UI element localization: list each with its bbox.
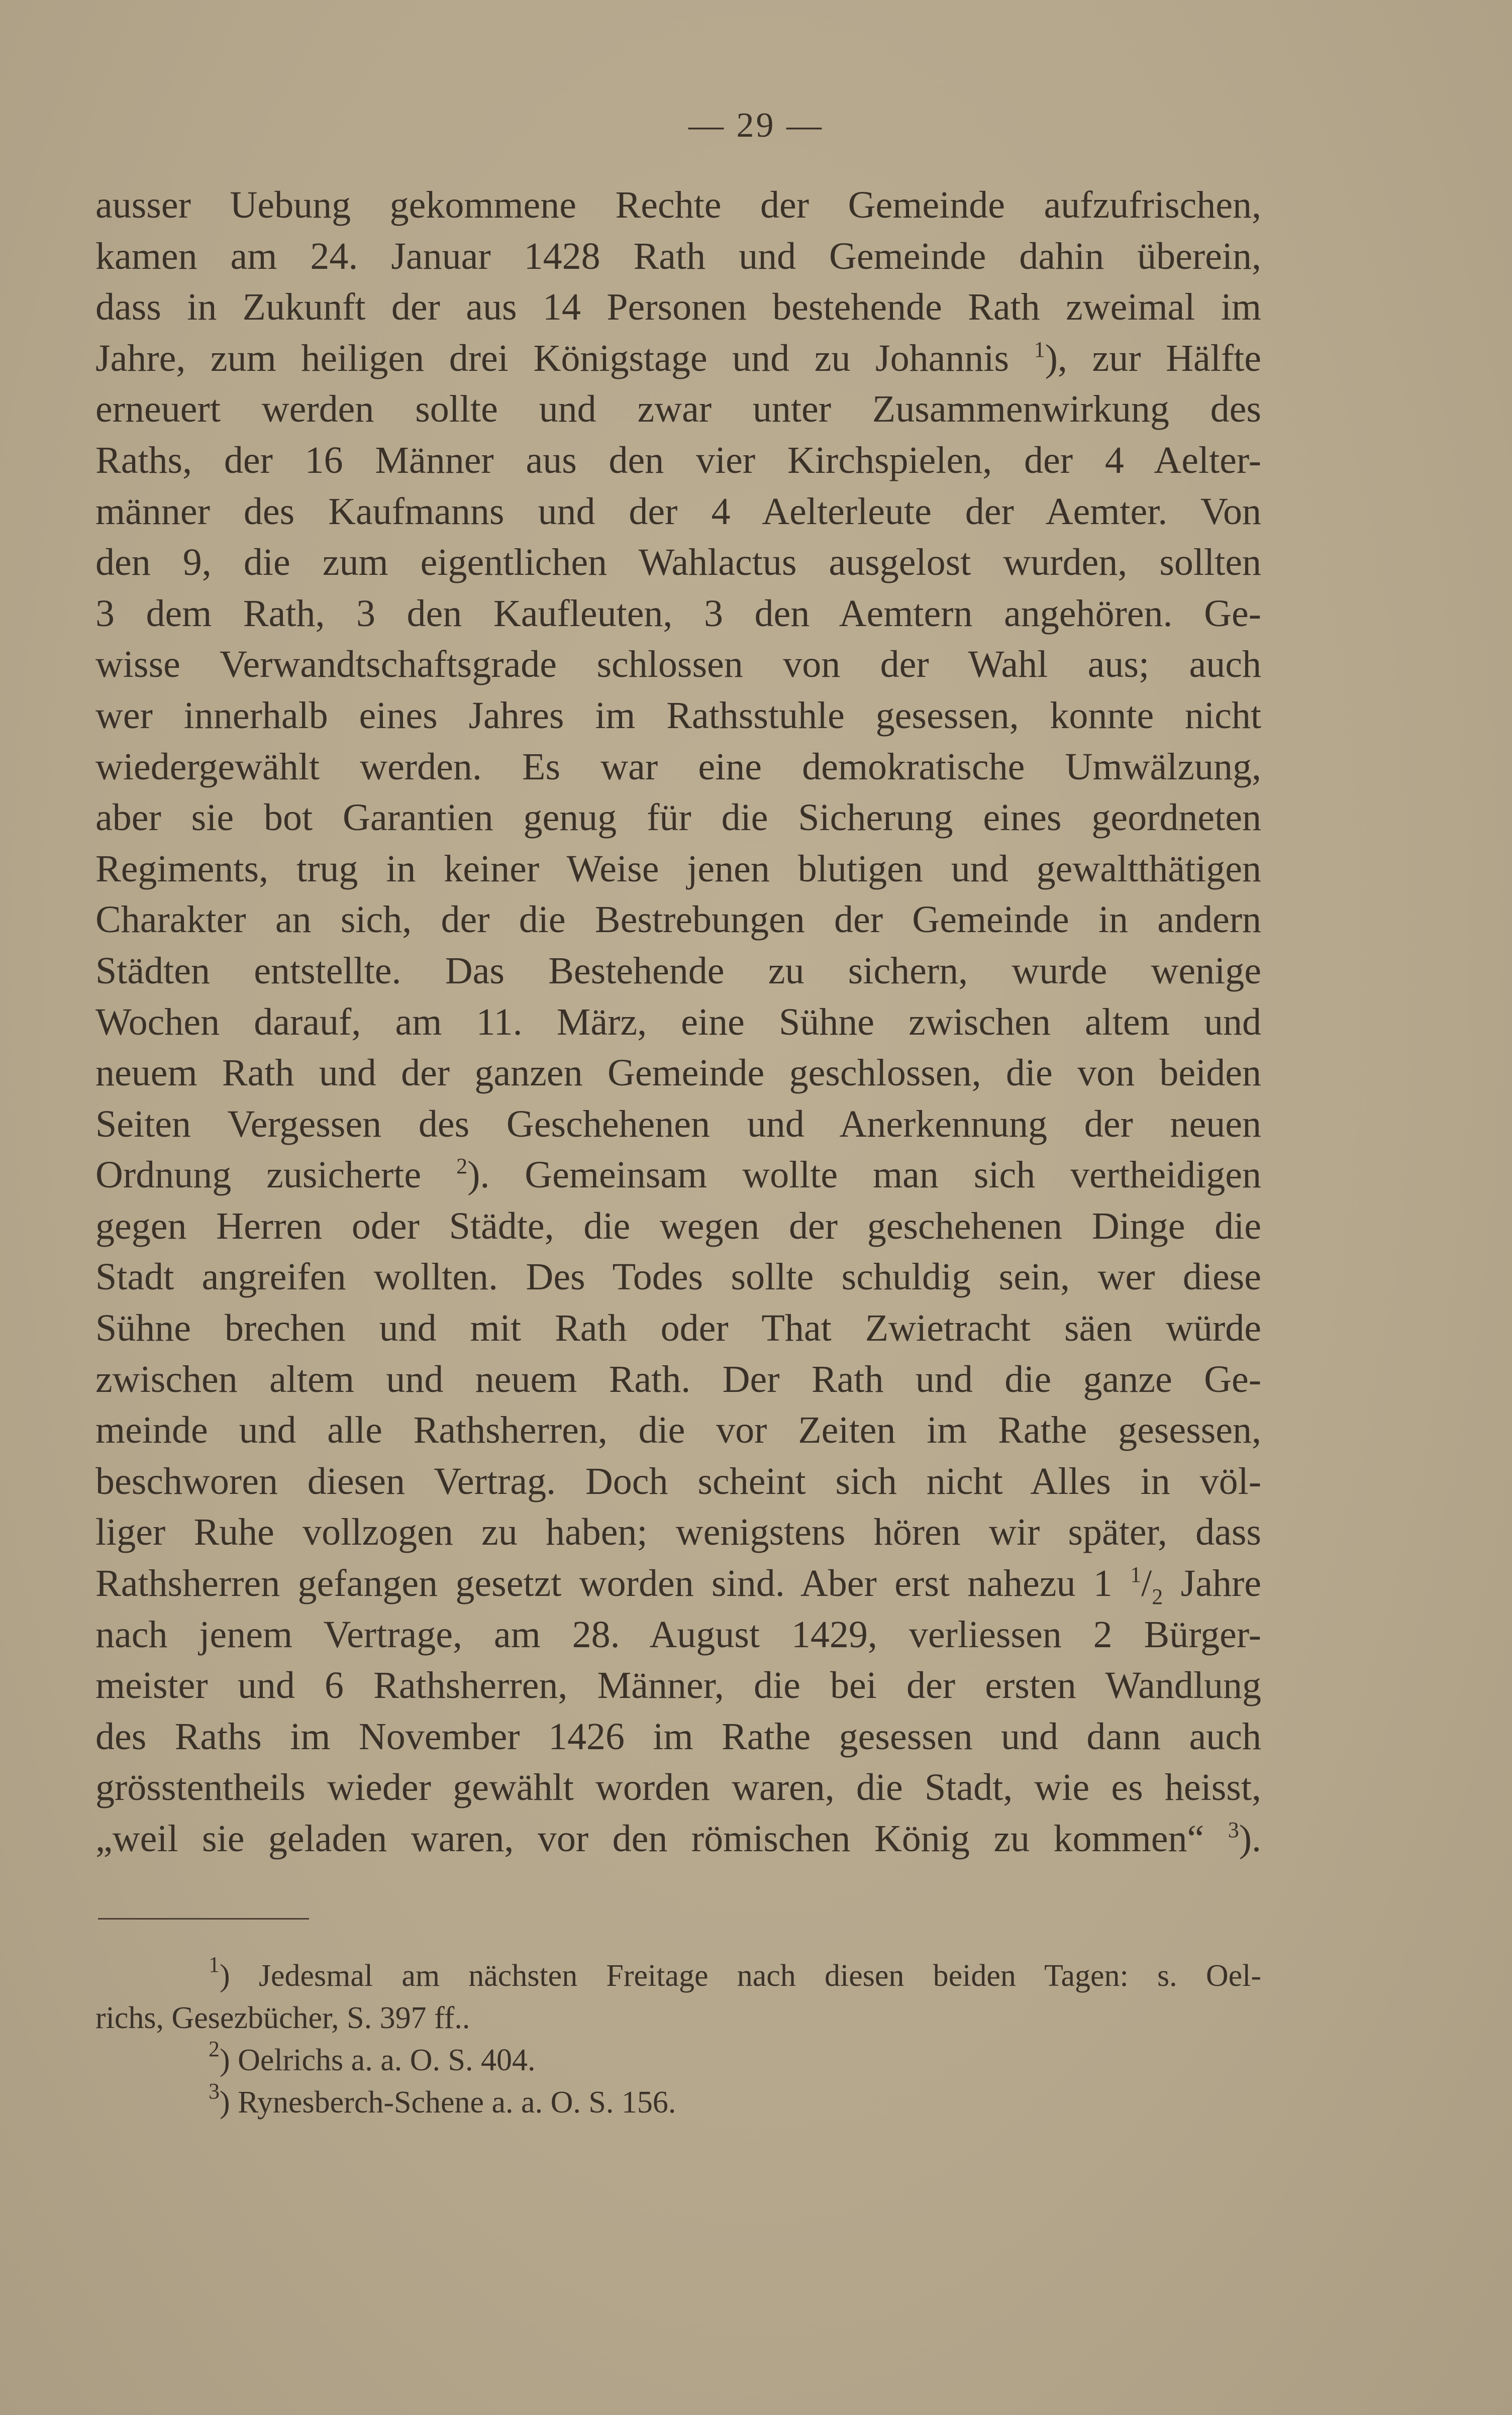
body-text <box>95 180 1261 1865</box>
text-line: den 9, die zum eigentlichen Wahlactus ausgelost wurden, sollten <box>95 541 1261 584</box>
footnote-1-continued <box>95 1997 1261 2039</box>
footnote-ref-2[interactable]: 2 <box>456 1154 468 1179</box>
fraction-slash: / <box>1141 1562 1152 1605</box>
text-line: erneuert werden sollte und zwar unter Zusammenwirkung des <box>95 388 1261 431</box>
footnote-marker: 3 <box>209 2079 220 2103</box>
text-fragment: ). <box>1239 1818 1261 1860</box>
text-line: meinde und alle Rathsherren, die vor Zeiten im Rathe gesessen, <box>95 1409 1261 1452</box>
footnote-text: ) Rynesberch-Schene a. a. O. S. 156. <box>220 2085 676 2120</box>
text-line: 3 dem Rath, 3 den Kaufleuten, 3 den Aemtern angehören. Ge- <box>95 592 1261 635</box>
fraction-denominator: 2 <box>1152 1584 1163 1609</box>
footnote-text: ) Jedesmal am nächsten Freitage nach diesen beiden Tagen: s. Oel- <box>220 1959 1261 1993</box>
text-line: wer innerhalb eines Jahres im Rathsstuhle gesessen, konnte nicht <box>95 694 1261 737</box>
text-fragment: ), zur Hälfte <box>1045 337 1262 379</box>
text-fragment: Jahre <box>1180 1562 1262 1605</box>
text-line: Raths, der 16 Männer aus den vier Kirchspielen, der 4 Aelter- <box>95 439 1261 481</box>
footnote-marker: 2 <box>209 2037 220 2061</box>
text-line: zwischen altem und neuem Rath. Der Rath und die ganze Ge- <box>95 1358 1261 1400</box>
footnotes <box>95 1952 1261 2124</box>
footnote-1 <box>95 1952 1261 1997</box>
footnote-marker: 1 <box>209 1952 220 1977</box>
text-line: des Raths im November 1426 im Rathe gesessen und dann auch <box>95 1715 1261 1758</box>
text-line: meister und 6 Rathsherren, Männer, die bei der ersten Wandlung <box>95 1664 1261 1707</box>
footnote-ref-3[interactable]: 3 <box>1228 1818 1239 1842</box>
text-line: aber sie bot Garantien genug für die Sicherung eines geordneten <box>95 796 1261 839</box>
text-line <box>95 1814 1261 1865</box>
text-line: ausser Uebung gekommene Rechte der Gemeinde aufzufrischen, <box>95 184 1261 226</box>
text-fragment: „weil sie geladen waren, vor den römischen König zu kommen“ <box>95 1818 1204 1860</box>
text-line: wiedergewählt werden. Es war eine demokratische Umwälzung, <box>95 745 1261 788</box>
text-line: liger Ruhe vollzogen zu haben; wenigstens hören wir später, dass <box>95 1511 1261 1554</box>
text-fragment: ). Gemeinsam wollte man sich vertheidigen <box>467 1154 1261 1196</box>
text-line <box>95 1150 1261 1201</box>
page-number: — 29 — <box>688 106 824 145</box>
fraction-numerator: 1 <box>1130 1562 1142 1587</box>
footnote-divider <box>98 1918 309 1920</box>
text-line: grösstentheils wieder gewählt worden waren, die Stadt, wie es heisst, <box>95 1766 1261 1809</box>
text-fragment: Rathsherren gefangen gesetzt worden sind. Aber erst nahezu 1 <box>95 1562 1113 1605</box>
text-line: Stadt angreifen wollten. Des Todes sollte schuldig sein, wer diese <box>95 1256 1261 1298</box>
text-line: Seiten Vergessen des Geschehenen und Anerkennung der neuen <box>95 1102 1261 1145</box>
text-line: Regiments, trug in keiner Weise jenen blutigen und gewaltthätigen <box>95 847 1261 890</box>
footnote-ref-1[interactable]: 1 <box>1034 337 1045 362</box>
text-line: wisse Verwandtschaftsgrade schlossen von der Wahl aus; auch <box>95 643 1261 686</box>
text-line: gegen Herren oder Städte, die wegen der geschehenen Dinge die <box>95 1204 1261 1247</box>
text-line: Sühne brechen und mit Rath oder That Zwietracht säen würde <box>95 1307 1261 1350</box>
text-line: Charakter an sich, der die Bestrebungen der Gemeinde in andern <box>95 898 1261 941</box>
text-line: Wochen darauf, am 11. März, eine Sühne zwischen altem und <box>95 1000 1261 1043</box>
text-line: beschworen diesen Vertrag. Doch scheint sich nicht Alles in völ- <box>95 1460 1261 1502</box>
text-fragment: Jahre, zum heiligen drei Königstage und zu Johannis <box>95 337 1010 379</box>
footnote-text: ) Oelrichs a. a. O. S. 404. <box>220 2043 536 2077</box>
text-line: dass in Zukunft der aus 14 Personen bestehende Rath zweimal im <box>95 286 1261 329</box>
text-line: Städten entstellte. Das Bestehende zu sichern, wurde wenige <box>95 949 1261 992</box>
text-line <box>95 333 1261 384</box>
footnote-3 <box>95 2081 1261 2124</box>
text-line: kamen am 24. Januar 1428 Rath und Gemeinde dahin überein, <box>95 235 1261 277</box>
text-line: männer des Kaufmanns und der 4 Aelterleute der Aemter. Von <box>95 490 1261 533</box>
footnote-2 <box>95 2039 1261 2081</box>
text-line <box>95 1558 1261 1609</box>
footnote-text: richs, Gesezbücher, S. 397 ff.. <box>95 2001 470 2035</box>
text-fragment: Ordnung zusicherte <box>95 1154 422 1196</box>
text-line: nach jenem Vertrage, am 28. August 1429, verliessen 2 Bürger- <box>95 1613 1261 1656</box>
text-line: neuem Rath und der ganzen Gemeinde geschlossen, die von beiden <box>95 1052 1261 1094</box>
